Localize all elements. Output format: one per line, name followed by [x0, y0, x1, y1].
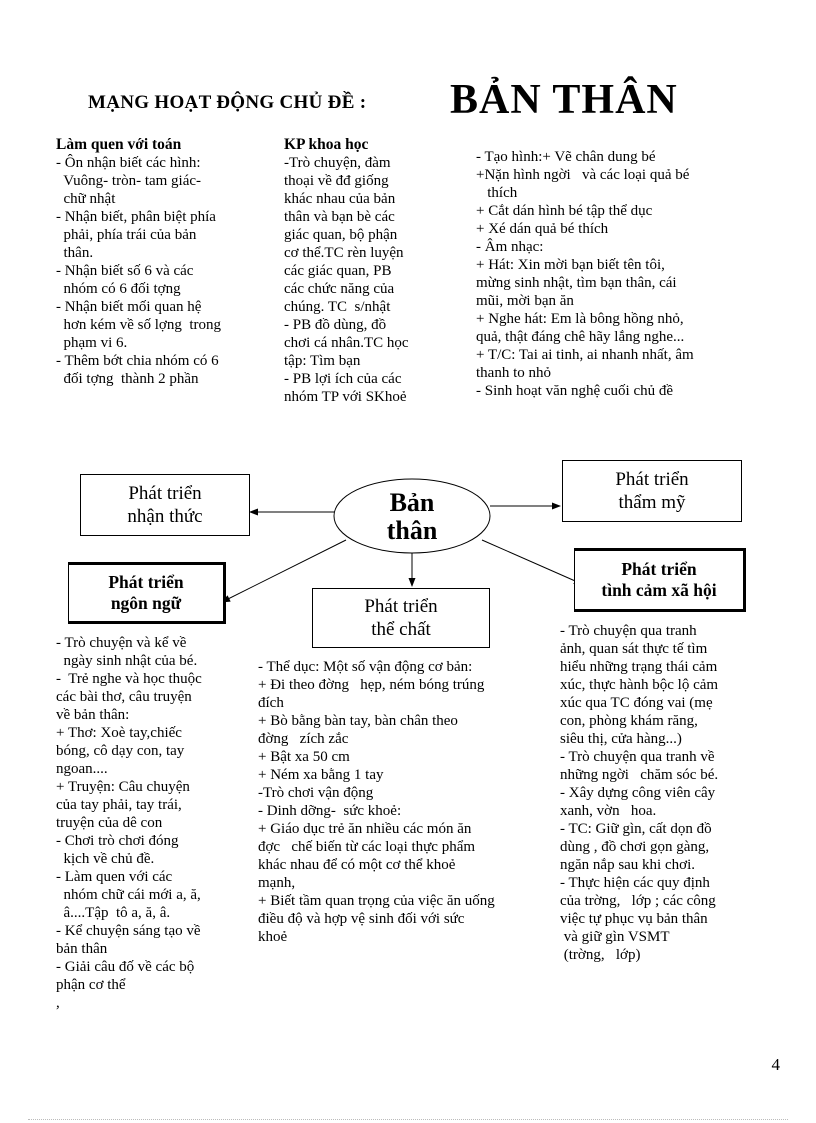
text-line: + Hát: Xin mời bạn biết tên tôi, — [476, 257, 665, 273]
text-line: +Nặn hình ngời và các loại quả bé — [476, 167, 690, 183]
text-line: của tay phải, tay trái, — [56, 797, 182, 813]
text-line: ngăn nắp sau khi chơi. — [560, 857, 695, 873]
text-line: , — [56, 995, 60, 1011]
language-lines — [56, 634, 256, 1012]
text-line: + Thơ: Xoè tay,chiếc — [56, 725, 182, 741]
center-line2: thân — [386, 516, 438, 545]
text-line: việc tự phục vụ bản thân — [560, 911, 708, 927]
text-line: - TC: Giữ gìn, cất dọn đồ — [560, 821, 712, 837]
text-line: - Nhận biết mối quan hệ — [56, 299, 202, 315]
text-line: các giác quan, PB — [284, 263, 392, 279]
text-line: nhóm TP với SKhoẻ — [284, 389, 407, 405]
physical-column — [258, 658, 558, 946]
text-line: - Ôn nhận biết các hình: — [56, 155, 201, 171]
text-line: đối tợng thành 2 phần — [56, 371, 199, 387]
text-line: - Trò chuyện qua tranh về — [560, 749, 715, 765]
text-line: + Nghe hát: Em là bông hồng nhỏ, — [476, 311, 684, 327]
arrow-to-social — [482, 540, 582, 584]
text-line: bản thân — [56, 941, 108, 957]
cognitive-box — [80, 474, 250, 536]
text-line: những ngời chăm sóc bé. — [560, 767, 719, 783]
text-line: quả, thật đáng chê hãy lắng nghe... — [476, 329, 685, 345]
text-line: â....Tập tô a, ă, â. — [56, 905, 171, 921]
text-line: + Biết tầm quan trọng của việc ăn uống — [258, 893, 495, 909]
text-line: đợc chế biến từ các loại thực phẩm — [258, 839, 476, 855]
text-line: - Làm quen với các — [56, 869, 173, 885]
text-line: chữ nhật — [56, 191, 116, 207]
text-line: truyện của dê con — [56, 815, 163, 831]
text-line: ngày sinh nhật của bé. — [56, 653, 198, 669]
text-line: dùng , đồ chơi gọn gàng, — [560, 839, 710, 855]
text-line: mạnh, — [258, 875, 296, 891]
text-line: thanh to nhỏ — [476, 365, 551, 381]
aesthetic-line2: thẩm mỹ — [618, 492, 686, 513]
text-line: thích — [476, 185, 518, 201]
social-line2: tình cảm xã hội — [601, 580, 717, 600]
cognitive-line1: Phát triển — [128, 483, 202, 504]
language-box — [68, 562, 226, 624]
language-line2: ngôn ngữ — [110, 593, 182, 613]
text-line: xúc qua TC đóng vai (mẹ — [560, 695, 713, 711]
physical-lines — [258, 658, 558, 946]
text-line: con, phòng khám răng, — [560, 713, 698, 729]
text-line: + T/C: Tai ai tinh, ai nhanh nhất, âm — [476, 347, 694, 363]
text-line: xanh, vờn hoa. — [560, 803, 657, 819]
text-line: + Cắt dán hình bé tập thể dục — [476, 203, 653, 219]
physical-box — [312, 588, 490, 648]
text-line: về bản thân: — [56, 707, 130, 723]
text-line: chơi cá nhân.TC học — [284, 335, 409, 351]
text-line: - Kể chuyện sáng tạo về — [56, 923, 201, 939]
text-line: xúc, thực hành bộc lộ cảm — [560, 677, 719, 693]
text-line: + Giáo dục trẻ ăn nhiều các món ăn — [258, 821, 472, 837]
text-line: phải, phía trái của bản — [56, 227, 197, 243]
text-line: - PB lợi ích của các — [284, 371, 402, 387]
text-line: + Đi theo đờng hẹp, ném bóng trúng — [258, 677, 485, 693]
text-line: nhóm chữ cái mới a, ă, — [56, 887, 201, 903]
header-theme: BẢN THÂN — [450, 77, 678, 123]
text-line: đích — [258, 695, 284, 711]
language-column — [56, 634, 256, 1012]
text-line: cơ thể.TC rèn luyện — [284, 245, 404, 261]
language-line1: Phát triển — [108, 572, 184, 592]
aesthetic-line1: Phát triển — [615, 469, 689, 490]
text-line: - Âm nhạc: — [476, 239, 544, 255]
text-line: + Ném xa bằng 1 tay — [258, 767, 384, 783]
center-node — [334, 489, 490, 545]
science-heading: KP khoa học — [284, 136, 369, 153]
text-line: - Thêm bớt chia nhóm có 6 — [56, 353, 219, 369]
text-line: thân và bạn bè các — [284, 209, 395, 225]
text-line: phận cơ thể — [56, 977, 126, 993]
physical-line2: thể chất — [371, 619, 431, 640]
text-line: khác nhau của bản — [284, 191, 396, 207]
center-line1: Bản — [389, 488, 435, 517]
text-line: - Giải câu đố về các bộ — [56, 959, 195, 975]
social-box — [574, 548, 746, 612]
text-line: (trờng, lớp) — [560, 947, 641, 963]
text-line: - Thực hiện các quy định — [560, 875, 710, 891]
text-line: mừng sinh nhật, tìm bạn thân, cái — [476, 275, 677, 291]
text-line: và giữ gìn VSMT — [560, 929, 670, 945]
physical-line1: Phát triển — [364, 596, 438, 617]
text-line: chúng. TC s/nhật — [284, 299, 391, 315]
text-line: hiểu những trạng thái cảm — [560, 659, 718, 675]
text-line: - PB đồ dùng, đồ — [284, 317, 387, 333]
text-line: tập: Tìm bạn — [284, 353, 361, 369]
social-lines — [560, 622, 780, 964]
social-column — [560, 622, 780, 964]
social-line1: Phát triển — [621, 559, 697, 579]
text-line: - Dinh dỡng- sức khoẻ: — [258, 803, 402, 819]
page-number: 4 — [771, 1055, 780, 1074]
text-line: khác nhau để có một cơ thể khoẻ — [258, 857, 456, 873]
text-line: - Xây dựng công viên cây — [560, 785, 716, 801]
text-line: -Trò chơi vận động — [258, 785, 374, 801]
text-line: - Trò chuyện qua tranh — [560, 623, 697, 639]
text-line: của trờng, lớp ; các công — [560, 893, 716, 909]
text-line: nhóm có 6 đối tợng — [56, 281, 181, 297]
text-line: kịch về chủ đề. — [56, 851, 155, 867]
text-line: điều độ và hợp vệ sinh đối với sức — [258, 911, 465, 927]
text-line: + Bò bằng bàn tay, bàn chân theo — [258, 713, 458, 729]
text-line: đờng zích zắc — [258, 731, 349, 747]
text-line: giác quan, bộ phận — [284, 227, 398, 243]
text-line: - Nhận biết số 6 và các — [56, 263, 194, 279]
text-line: + Bật xa 50 cm — [258, 749, 350, 765]
text-line: ngoan.... — [56, 761, 108, 777]
text-line: - Chơi trò chơi đóng — [56, 833, 179, 849]
text-line: ảnh, quan sát thực tế tìm — [560, 641, 708, 657]
text-line: bóng, cô dạy con, tay — [56, 743, 185, 759]
page-bottom-rule — [28, 1119, 788, 1120]
text-line: + Xé dán quả bé thích — [476, 221, 609, 237]
text-line: + Truyện: Câu chuyện — [56, 779, 190, 795]
text-line: - Thể dục: Một số vận động cơ bản: — [258, 659, 473, 675]
text-line: hơn kém về số lợng trong — [56, 317, 222, 333]
text-line: - Trẻ nghe và học thuộc — [56, 671, 202, 687]
text-line: -Trò chuyện, đàm — [284, 155, 391, 171]
text-line: - Sinh hoạt văn nghệ cuối chủ đề — [476, 383, 674, 399]
text-line: khoẻ — [258, 929, 288, 945]
text-line: siêu thị, cửa hàng...) — [560, 731, 682, 747]
text-line: Vuông- tròn- tam giác- — [56, 173, 202, 189]
text-line: mũi, mời bạn ăn — [476, 293, 574, 309]
aesthetic-box — [562, 460, 742, 522]
text-line: các chức năng của — [284, 281, 395, 297]
text-line: phạm vi 6. — [56, 335, 128, 351]
text-line: - Tạo hình:+ Vẽ chân dung bé — [476, 149, 656, 165]
text-line: - Nhận biết, phân biệt phía — [56, 209, 216, 225]
text-line: các bài thơ, câu truyện — [56, 689, 192, 705]
text-line: thân. — [56, 245, 94, 261]
text-line: - Trò chuyện và kể về — [56, 635, 187, 651]
cognitive-line2: nhận thức — [127, 506, 203, 527]
math-heading: Làm quen với toán — [56, 136, 182, 153]
header-prefix: MẠNG HOẠT ĐỘNG CHỦ ĐỀ : — [88, 92, 367, 113]
text-line: thoại về đđ giống — [284, 173, 389, 189]
